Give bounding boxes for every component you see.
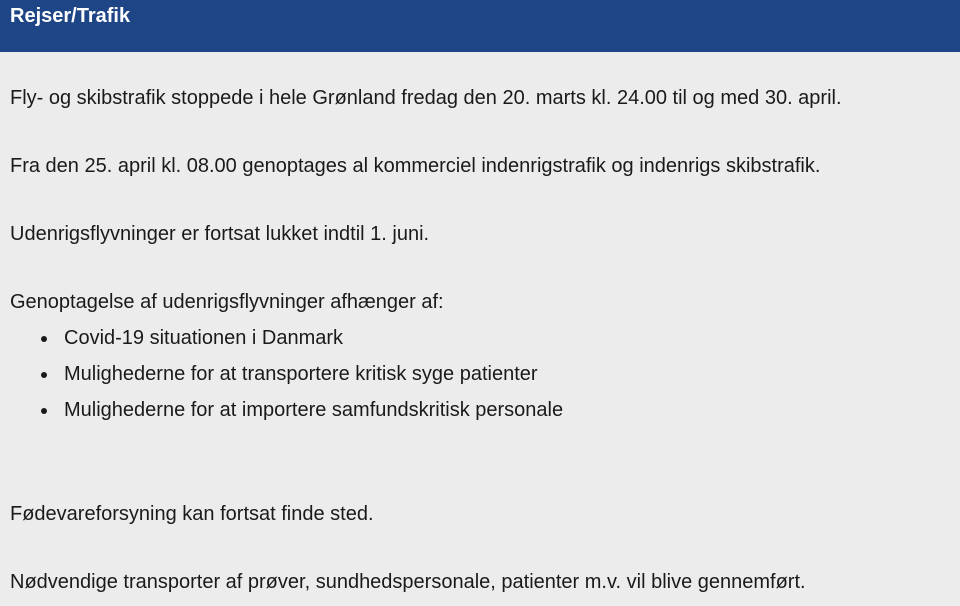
section-content — [0, 80, 960, 600]
paragraph-food-supply: Fødevareforsyning kan fortsat finde sted. — [10, 503, 374, 525]
conditions-list — [10, 320, 960, 428]
section-title: Rejser/Trafik — [10, 5, 131, 27]
list-item: Mulighederne for at importere samfundskritisk personale — [38, 392, 960, 428]
paragraph-traffic-stopped: Fly- og skibstrafik stoppede i hele Grønland fredag den 20. marts kl. 24.00 til og med 30. april. — [10, 87, 842, 109]
paragraph-domestic-resumed: Fra den 25. april kl. 08.00 genoptages al kommerciel indenrigstrafik og indenrigs skibstrafik. — [10, 155, 821, 177]
paragraph-resumption-conditions: Genoptagelse af udenrigsflyvninger afhænger af: — [10, 291, 444, 313]
list-item: Covid-19 situationen i Danmark — [38, 320, 960, 356]
paragraph-international-closed: Udenrigsflyvninger er fortsat lukket indtil 1. juni. — [10, 223, 430, 245]
section-header — [0, 0, 960, 52]
paragraph-essential-transport: Nødvendige transporter af prøver, sundhedspersonale, patienter m.v. vil blive gennemført. — [10, 571, 806, 593]
list-item: Mulighederne for at transportere kritisk syge patienter — [38, 356, 960, 392]
